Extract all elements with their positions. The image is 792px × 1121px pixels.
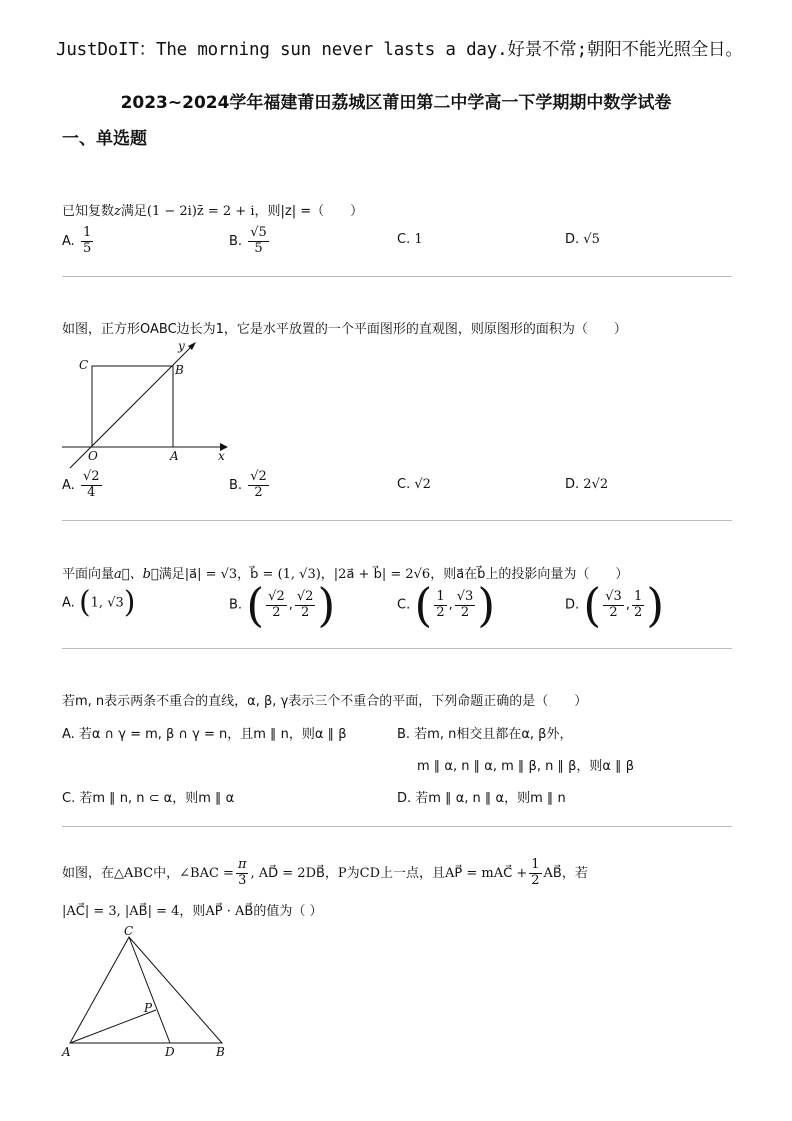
paren-left: (	[583, 578, 602, 632]
label-x: x	[218, 449, 225, 463]
q3-option-a-label: A.	[62, 595, 75, 611]
q2-option-b-label: B.	[229, 477, 243, 493]
q5-stem-line2-text: |AC⃗| = 3, |AB⃗| = 4，则AP⃗ · AB⃗的值为（ ）	[62, 904, 323, 919]
q1-option-c-value: 1	[414, 232, 423, 247]
motto-line: JustDoIT：The morning sun never lasts a day.好景不常;朝阳不能光照全日。	[56, 40, 743, 60]
q2-figure	[60, 336, 240, 472]
q3-option-b-label: B.	[229, 597, 243, 613]
paren-right: )	[123, 585, 136, 620]
square-oabc	[92, 366, 173, 447]
q1-option-d[interactable]	[565, 232, 600, 247]
q5-pi-over-3: $\frac{\pi}{3}$	[237, 857, 247, 888]
q5-stem-part2: , AD⃗ = 2DB⃗，P为CD上一点，且AP⃗ = mAC⃗ +	[250, 865, 528, 881]
segment-cd	[129, 937, 170, 1043]
triangle-abc	[70, 937, 222, 1043]
question-divider	[62, 276, 732, 277]
q4-option-d[interactable]: D. 若m ∥ α, n ∥ α，则m ∥ n	[397, 791, 566, 806]
label-b: B	[216, 1045, 225, 1059]
q3-option-b[interactable]: B. ( $\frac{√2}{2}$ , $\frac{√2}{2}$ )	[229, 578, 336, 632]
q2-option-b-fraction: $\frac{√2}{2}$	[250, 469, 267, 500]
paren-right: )	[317, 578, 336, 632]
section-heading: 一、单选题	[62, 129, 147, 149]
q5-stem-part3: AB⃗，若	[543, 865, 588, 881]
q4-stem: 若m, n表示两条不重合的直线，α, β, γ表示三个不重合的平面，下列命题正确的是（ ）	[62, 694, 588, 709]
q3-stem-c: 满足	[158, 567, 185, 582]
label-a: A	[62, 1045, 71, 1059]
paren-right: )	[477, 578, 496, 632]
q1-equation: (1 − 2i)z̄ = 2 + i	[146, 204, 255, 219]
q4-option-c[interactable]: C. 若m ∥ n, n ⊂ α，则m ∥ α	[62, 791, 235, 806]
q3-option-c[interactable]: C. ( $\frac{1}{2}$ , $\frac{√3}{2}$ )	[397, 578, 496, 632]
paren-left: (	[78, 585, 91, 620]
q1-stem-mid: 满足	[120, 204, 147, 219]
q3-option-c-label: C.	[397, 597, 411, 613]
q2-option-a-fraction: $\frac{√2}{4}$	[82, 469, 100, 500]
q4-option-b[interactable]: B. 若m, n相交且都在α, β外，	[397, 727, 573, 742]
label-a: A	[170, 449, 179, 463]
question-divider	[62, 520, 732, 521]
q3-option-a-value: 1, √3	[90, 595, 124, 611]
q1-stem-pre: 已知复数	[62, 204, 115, 219]
q3-option-c-frac2: $\frac{√3}{2}$	[456, 588, 474, 620]
q1-option-b-fraction: $\frac{√5}{5}$	[250, 225, 267, 256]
q3-stem-a: 平面向量	[62, 567, 115, 582]
q2-option-d[interactable]	[565, 477, 608, 492]
q3-option-c-frac1: $\frac{1}{2}$	[436, 588, 445, 620]
label-c: C	[124, 924, 134, 938]
q5-figure	[58, 920, 248, 1065]
q1-option-a-label: A.	[62, 233, 75, 249]
q1-option-d-label: D.	[565, 232, 580, 247]
q5-one-half: $\frac{1}{2}$	[531, 857, 540, 888]
q3-vectors: a⃗、b⃗	[114, 567, 159, 582]
q4-option-b-line2: m ∥ α, n ∥ α, m ∥ β, n ∥ β，则α ∥ β	[417, 759, 635, 774]
q2-option-c[interactable]	[397, 477, 431, 492]
q2-option-b[interactable]	[229, 470, 271, 501]
q1-option-a-fraction: $\frac{1}{5}$	[82, 225, 92, 256]
q4-option-a[interactable]: A. 若α ∩ γ = m, β ∩ γ = n，且m ∥ n，则α ∥ β	[62, 727, 347, 742]
label-o: O	[88, 449, 98, 463]
label-p: P	[144, 1001, 153, 1015]
q3-stem	[62, 563, 628, 582]
label-b: B	[175, 363, 184, 377]
paren-left: (	[246, 578, 265, 632]
q1-var-z: z	[114, 204, 121, 219]
q3-conditions: |a⃗| = √3，b⃗ = (1, √3)，|2a⃗ + b⃗| = 2√6，	[184, 567, 444, 582]
q3-option-b-frac2: $\frac{√2}{2}$	[296, 588, 314, 620]
q2-option-d-value: 2√2	[583, 477, 609, 492]
q1-option-b-label: B.	[229, 233, 243, 249]
q1-option-c-label: C.	[397, 232, 411, 247]
paren-left: (	[414, 578, 433, 632]
paren-right: )	[646, 578, 665, 632]
q2-option-a-label: A.	[62, 477, 75, 493]
q2-option-a[interactable]	[62, 470, 104, 501]
q3-option-d-frac2: $\frac{1}{2}$	[633, 588, 643, 620]
question-divider	[62, 826, 732, 827]
q2-stem: 如图，正方形OABC边长为1，它是水平放置的一个平面图形的直观图，则原图形的面积为（ ）	[62, 322, 627, 337]
exam-title: 2023~2024学年福建莆田荔城区莆田第二中学高一下学期期中数学试卷	[120, 93, 672, 113]
q1-option-a[interactable]	[62, 226, 95, 257]
label-y: y	[178, 339, 185, 353]
q2-option-c-value: √2	[414, 477, 431, 492]
q3-option-b-frac1: $\frac{√2}{2}$	[268, 588, 285, 620]
label-c: C	[79, 358, 89, 372]
q3-option-d-label: D.	[565, 597, 580, 613]
q5-stem-line2	[62, 900, 322, 919]
q5-stem-line1	[62, 858, 588, 889]
q2-option-d-label: D.	[565, 477, 580, 492]
q1-option-b[interactable]	[229, 226, 271, 257]
q1-option-d-value: √5	[583, 232, 600, 247]
q3-option-d[interactable]: D. ( $\frac{√3}{2}$ , $\frac{1}{2}$ )	[565, 578, 665, 632]
q1-stem-post: ，则|z| =（ ）	[254, 204, 364, 219]
q3-option-d-frac1: $\frac{√3}{2}$	[605, 588, 622, 620]
q3-option-a[interactable]	[62, 585, 136, 620]
q1-option-c[interactable]	[397, 232, 423, 247]
q1-stem	[62, 200, 363, 219]
q3-stem-e: 则a⃗在b⃗上的投影向量为（ ）	[443, 567, 629, 582]
q5-stem-part1: 如图，在△ABC中，∠BAC =	[62, 865, 234, 881]
question-divider	[62, 648, 732, 649]
q2-option-c-label: C.	[397, 477, 411, 492]
label-d: D	[165, 1045, 175, 1059]
